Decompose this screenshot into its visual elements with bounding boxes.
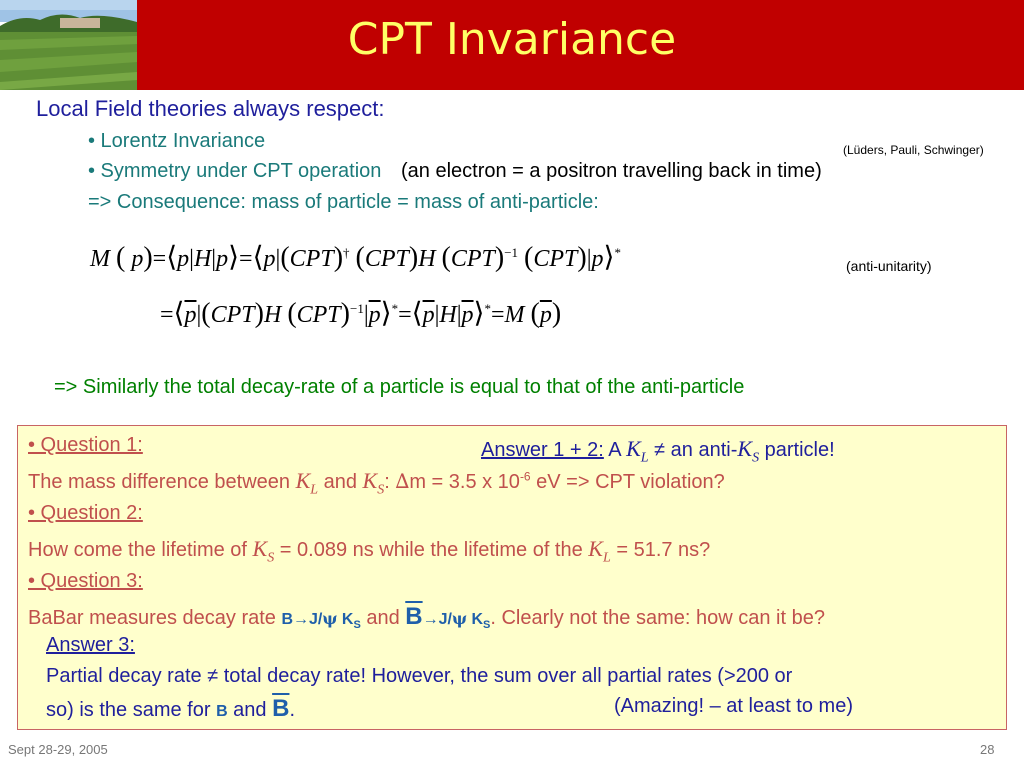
slide-title: CPT Invariance	[347, 14, 677, 65]
anti-unitarity-note: (anti-unitarity)	[846, 258, 932, 274]
ks-symbol: $K_S$	[252, 536, 275, 566]
q1-value: m = 3.5 x 10	[409, 471, 520, 493]
answer-1-2-text-b: ≠ an anti-	[648, 439, 738, 461]
kl-symbol: $K_L$	[295, 468, 319, 498]
q1-exp: -6	[519, 469, 531, 484]
b-decay-formula: B→J/ψ $K_S$	[281, 609, 361, 632]
kl-symbol: $K_L$	[626, 436, 649, 466]
q2-text-c: = 51.7 ns?	[610, 539, 711, 561]
citation: (Lüders, Pauli, Schwinger)	[843, 143, 984, 157]
answer-3-note: (Amazing! – at least to me)	[614, 695, 853, 717]
answer-3-label-text: Answer 3:	[46, 634, 135, 656]
similarly-text: => Similarly the total decay-rate of a particle is equal to that of the anti-particle	[54, 376, 745, 398]
q1-text-c: :	[384, 471, 396, 493]
question-box	[17, 425, 1007, 730]
delta-icon: ∆	[395, 469, 410, 493]
q2-text-a: How come the lifetime of	[28, 539, 253, 561]
equation-line-2: $=⟨\overline{p}|(CPT)H$ $(CPT)^{-1}|\overline{p}⟩^*=⟨\overline{p}|H|\overline{p}⟩^*=M$ $(\overline{p})$	[160, 298, 562, 329]
q2-text-b: = 0.089 ns while the lifetime of the	[274, 539, 589, 561]
page-number: 28	[980, 742, 995, 757]
answer-3-label	[46, 634, 135, 657]
q3-text-b: and	[360, 607, 406, 629]
answer-1-2-label: Answer 1 + 2:	[481, 439, 604, 461]
answer-1-2	[481, 436, 835, 466]
question-3-text	[28, 603, 825, 631]
question-3-label-text: • Question 3:	[28, 570, 143, 592]
bbar-decay-formula: $\overline{B}\to J/\psi$ $K_S$	[405, 603, 491, 632]
ks-symbol: $K_S$	[362, 468, 385, 498]
answer-3-line-2-c: .	[289, 699, 296, 721]
question-1-label-text: • Question 1:	[28, 434, 143, 456]
intro-text: Local Field theories always respect:	[36, 96, 385, 121]
answer-3-line-2	[46, 695, 295, 723]
header-photo	[0, 0, 137, 90]
q1-text-b: and	[318, 471, 363, 493]
q3-text-c: . Clearly not the same: how can it be?	[490, 607, 825, 629]
bullet-cpt-text: • Symmetry under CPT operation	[88, 160, 382, 182]
answer-1-2-text-c: particle!	[759, 439, 835, 461]
q3-text-a: BaBar measures decay rate	[28, 607, 282, 629]
question-2-label	[28, 502, 143, 525]
question-1-text	[28, 468, 725, 498]
kl-symbol: $K_L$	[588, 536, 611, 566]
question-1-label	[28, 434, 143, 457]
question-2-text	[28, 536, 710, 566]
bullet-cpt	[88, 160, 822, 183]
consequence-text: => Consequence: mass of particle = mass of anti-particle:	[88, 191, 599, 213]
footer-date: Sept 28-29, 2005	[8, 742, 108, 757]
b-symbol: B	[216, 703, 228, 720]
answer-3-line-1: Partial decay rate ≠ total decay rate! However, the sum over all partial rates (>200 or	[46, 665, 793, 687]
answer-3-line-2-a: so) is the same for	[46, 699, 217, 721]
answer-3-line-2-b: and	[227, 699, 273, 721]
question-3-label	[28, 570, 143, 593]
bullet-cpt-note: (an electron = a positron travelling back in time)	[400, 160, 822, 182]
bbar-symbol: $\overline{B}$	[272, 695, 290, 722]
answer-1-2-text-a: A	[603, 439, 627, 461]
ks-symbol: $K_S$	[737, 436, 760, 466]
q1-text-a: The mass difference between	[28, 471, 296, 493]
question-2-label-text: • Question 2:	[28, 502, 143, 524]
bullet-lorentz: • Lorentz Invariance	[88, 130, 266, 152]
q1-rest: eV => CPT violation?	[530, 471, 725, 493]
equation-line-1: M ( p)=⟨p|H|p⟩=⟨p|(CPT)† (CPT)H (CPT)$^{-1}$ (CPT)|p⟩*	[90, 242, 621, 273]
